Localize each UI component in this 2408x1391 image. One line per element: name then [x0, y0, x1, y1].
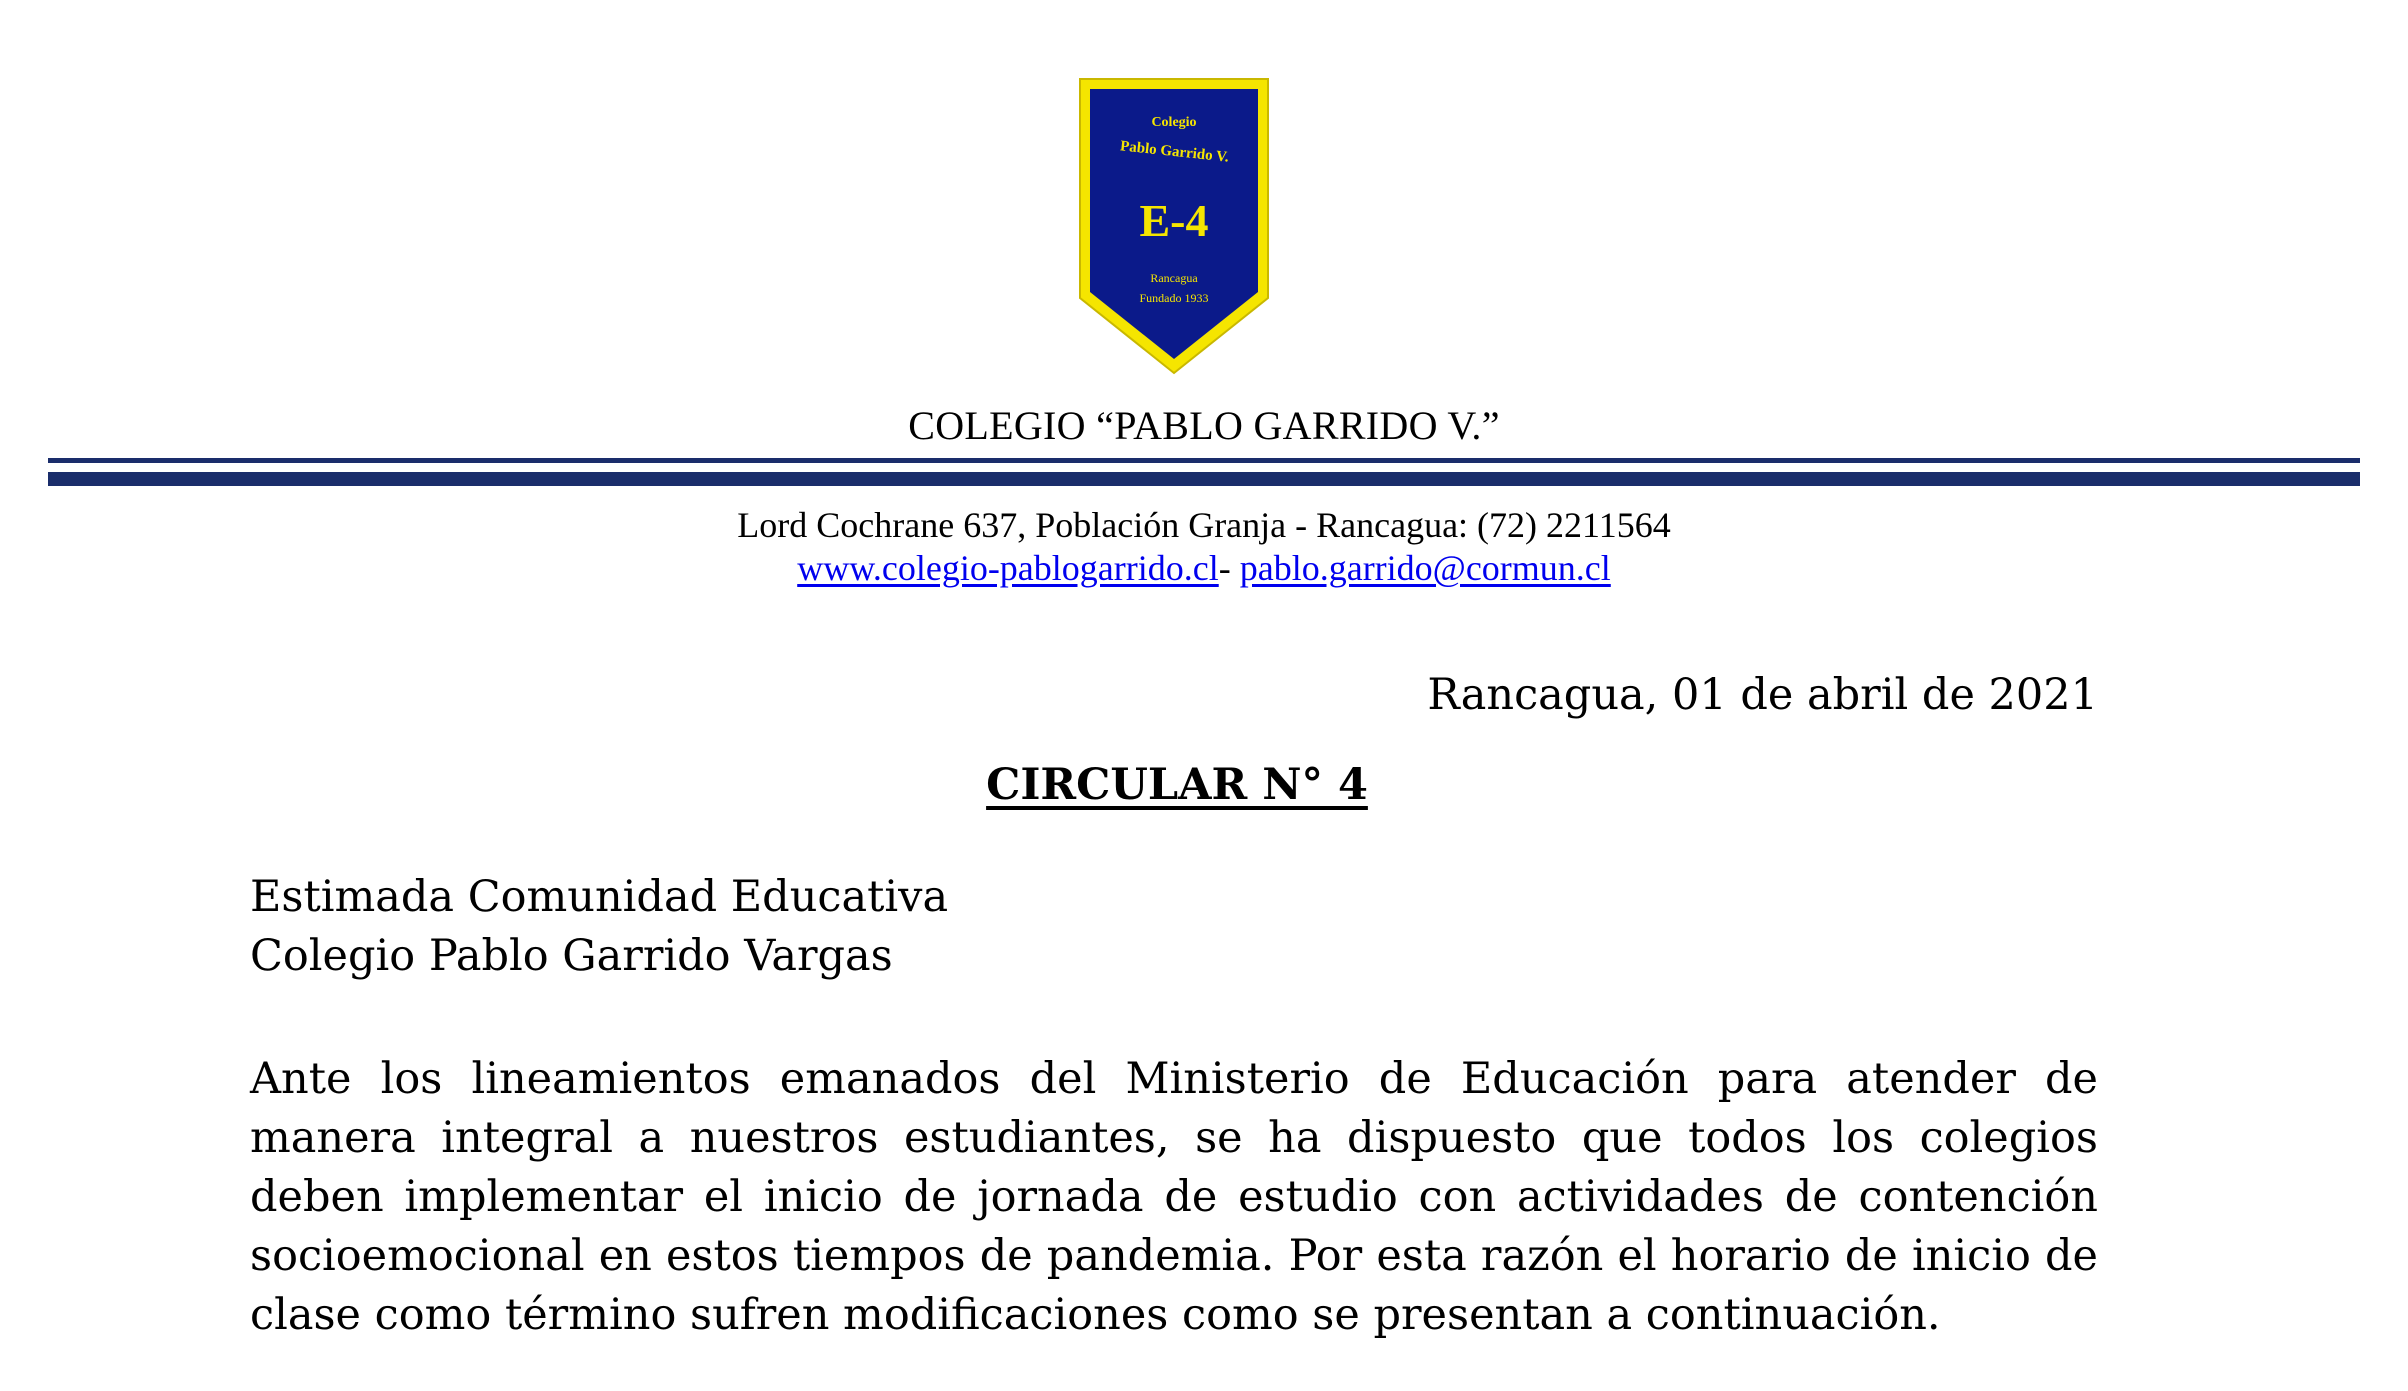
crest-line2: Pablo Garrido V.	[1119, 138, 1230, 166]
website-link[interactable]: www.colegio-pablogarrido.cl	[797, 548, 1219, 588]
link-separator: -	[1218, 548, 1240, 588]
header-divider-thin	[48, 458, 2360, 463]
contact-links	[0, 543, 2408, 593]
letter-date: Rancagua, 01 de abril de 2021	[1427, 670, 2098, 720]
crest-line3: Rancagua	[1150, 271, 1198, 285]
greeting-line-1: Estimada Comunidad Educativa	[250, 872, 949, 922]
header-divider-thick	[48, 472, 2360, 486]
crest-code: E-4	[1139, 195, 1209, 246]
body-paragraph: Ante los lineamientos emanados del Ministerio de Educación para atender de manera integral a nuestros estudiantes, se ha dispuesto que todos los colegios deben implementar el inicio de jornada de estudio con actividades de contención socioemocional en estos tiempos de pandemia. Por esta razón el horario de inicio de clase como término sufren modificaciones como se presentan a continuación.	[250, 1054, 2098, 1340]
crest-line1: Colegio	[1151, 115, 1197, 130]
school-address: Lord Cochrane 637, Población Granja - Rancagua: (72) 2211564	[737, 505, 1671, 545]
school-name: COLEGIO “PABLO GARRIDO V.”	[908, 403, 1500, 448]
email-link[interactable]: pablo.garrido@cormun.cl	[1239, 548, 1611, 588]
crest-line4: Fundado 1933	[1139, 291, 1209, 305]
greeting-line-2: Colegio Pablo Garrido Vargas	[250, 931, 893, 981]
school-crest-logo	[1077, 76, 1271, 376]
circular-title: CIRCULAR N° 4	[986, 760, 1368, 810]
greeting-block	[250, 868, 948, 986]
